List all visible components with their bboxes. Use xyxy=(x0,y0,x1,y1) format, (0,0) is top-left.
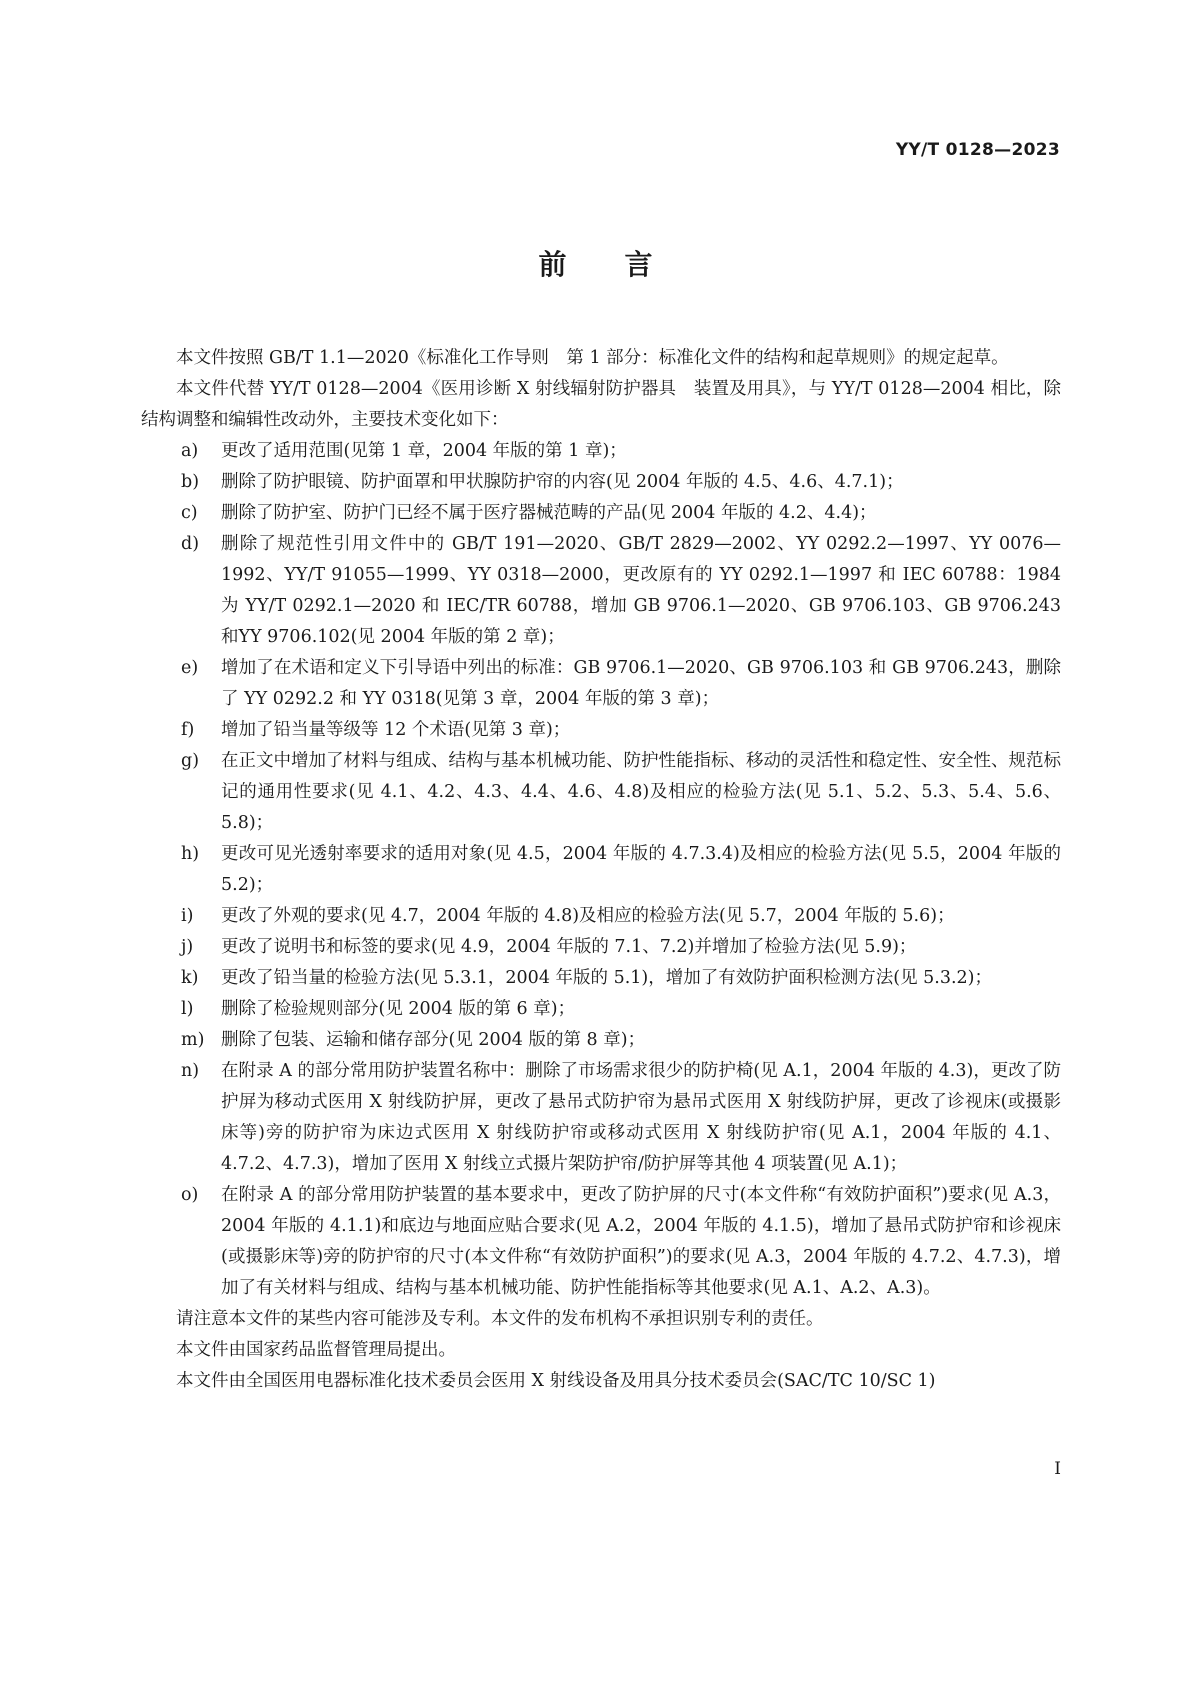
list-item xyxy=(141,963,1061,994)
list-text: 删除了防护眼镜、防护面罩和甲状腺防护帘的内容(见 2004 年版的 4.5、4.6、4.7.1)； xyxy=(221,472,904,492)
list-marker: h) xyxy=(181,844,200,864)
list-marker: n) xyxy=(181,1061,200,1081)
paragraph-patent-notice: 请注意本文件的某些内容可能涉及专利。本文件的发布机构不承担识别专利的责任。 xyxy=(176,1309,824,1329)
list-item xyxy=(141,1025,1061,1056)
list-text: 更改可见光透射率要求的适用对象(见 4.5，2004 年版的 4.7.3.4)及相应的检验方法(见 5.5，2004 年版的 5.2)； xyxy=(221,844,1061,895)
list-text: 删除了防护室、防护门已经不属于医疗器械范畴的产品(见 2004 年版的 4.2、4.4)； xyxy=(221,503,877,523)
list-item xyxy=(141,901,1061,932)
list-item xyxy=(141,715,1061,746)
list-item xyxy=(141,994,1061,1025)
paragraph-drafting-rules: 本文件按照 GB/T 1.1—2020《标准化工作导则 第 1 部分：标准化文件的结构和起草规则》的规定起草。 xyxy=(176,348,1009,368)
list-item xyxy=(141,932,1061,963)
list-marker: e) xyxy=(181,658,199,678)
list-marker: b) xyxy=(181,472,200,492)
list-marker: a) xyxy=(181,441,199,461)
list-marker: g) xyxy=(181,751,200,771)
list-marker: j) xyxy=(181,937,194,957)
list-item xyxy=(141,839,1061,901)
list-marker: i) xyxy=(181,906,194,926)
list-item xyxy=(141,436,1061,467)
foreword-body xyxy=(141,343,1061,1397)
list-marker: o) xyxy=(181,1185,199,1205)
list-item xyxy=(141,529,1061,653)
list-marker: m) xyxy=(181,1030,205,1050)
list-text: 在附录 A 的部分常用防护装置名称中：删除了市场需求很少的防护椅(见 A.1，2004 年版的 4.3)，更改了防护屏为移动式医用 X 射线防护屏，更改了悬吊式防护帘为悬吊式医用 X 射线防护屏，更改了诊视床(或摄影床等)旁的防护帘为床边式医用 X 射线防护帘或移动式医用 X 射线防护帘(见 A.1，2004 年版的 4.1、4.7.2、4.7.3)，增加了医用 X 射线立式摄片架防护帘/防护屏等其他 4 项装置(见 A.1)； xyxy=(221,1061,1061,1174)
list-item xyxy=(141,1180,1061,1304)
list-marker: d) xyxy=(181,534,200,554)
page-title: 前言 xyxy=(538,248,711,281)
list-text: 在正文中增加了材料与组成、结构与基本机械功能、防护性能指标、移动的灵活性和稳定性、安全性、规范标记的通用性要求(见 4.1、4.2、4.3、4.4、4.6、4.8)及相应的检验方法(见 5.1、5.2、5.3、5.4、5.6、5.8)； xyxy=(221,751,1061,833)
list-marker: l) xyxy=(181,999,194,1019)
list-text: 增加了在术语和定义下引导语中列出的标准：GB 9706.1—2020、GB 9706.103 和 GB 9706.243，删除了 YY 0292.2 和 YY 0318(见第 3 章，2004 年版的第 3 章)； xyxy=(221,658,1061,709)
list-marker: c) xyxy=(181,503,198,523)
list-text: 更改了外观的要求(见 4.7，2004 年版的 4.8)及相应的检验方法(见 5.7，2004 年版的 5.6)； xyxy=(221,906,955,926)
list-text: 删除了检验规则部分(见 2004 版的第 6 章)； xyxy=(221,999,576,1019)
list-text: 删除了包装、运输和储存部分(见 2004 版的第 8 章)； xyxy=(221,1030,646,1050)
list-marker: f) xyxy=(181,720,195,740)
paragraph-committee: 本文件由全国医用电器标准化技术委员会医用 X 射线设备及用具分技术委员会(SAC/TC 10/SC 1) xyxy=(176,1371,936,1391)
list-text: 在附录 A 的部分常用防护装置的基本要求中，更改了防护屏的尺寸(本文件称“有效防护面积”)要求(见 A.3，2004 年版的 4.1.1)和底边与地面应贴合要求(见 A.2，2004 年版的 4.1.5)，增加了悬吊式防护帘和诊视床(或摄影床等)旁的防护帘的尺寸(本文件称“有效防护面积”)的要求(见 A.3，2004 年版的 4.7.2、4.7.3)，增加了有关材料与组成、结构与基本机械功能、防护性能指标等其他要求(见 A.1、A.2、A.3)。 xyxy=(221,1185,1061,1298)
list-item xyxy=(141,467,1061,498)
list-text: 增加了铅当量等级等 12 个术语(见第 3 章)； xyxy=(221,720,571,740)
list-text: 删除了规范性引用文件中的 GB/T 191—2020、GB/T 2829—2002、YY 0292.2—1997、YY 0076—1992、YY/T 91055—1999、YY 0318—2000，更改原有的 YY 0292.1—1997 和 IEC 60788：1984 为 YY/T 0292.1—2020 和 IEC/TR 60788，增加 GB 9706.1—2020、GB 9706.103、GB 9706.243 和YY 9706.102(见 2004 年版的第 2 章)； xyxy=(221,534,1061,647)
list-item xyxy=(141,653,1061,715)
page-number: I xyxy=(1054,1459,1061,1479)
list-marker: k) xyxy=(181,968,199,988)
list-item xyxy=(141,746,1061,839)
list-text: 更改了铅当量的检验方法(见 5.3.1，2004 年版的 5.1)，增加了有效防护面积检测方法(见 5.3.2)； xyxy=(221,968,992,988)
paragraph-proposer: 本文件由国家药品监督管理局提出。 xyxy=(176,1340,456,1360)
list-text: 更改了说明书和标签的要求(见 4.9，2004 年版的 7.1、7.2)并增加了检验方法(见 5.9)； xyxy=(221,937,917,957)
document-code: YY/T 0128—2023 xyxy=(895,140,1060,160)
paragraph-replacement: 本文件代替 YY/T 0128—2004《医用诊断 X 射线辐射防护器具 装置及用具》，与 YY/T 0128—2004 相比，除结构调整和编辑性改动外，主要技术变化如下： xyxy=(141,379,1061,430)
list-text: 更改了适用范围(见第 1 章，2004 年版的第 1 章)； xyxy=(221,441,627,461)
change-list xyxy=(141,436,1061,1304)
list-item xyxy=(141,1056,1061,1180)
list-item xyxy=(141,498,1061,529)
